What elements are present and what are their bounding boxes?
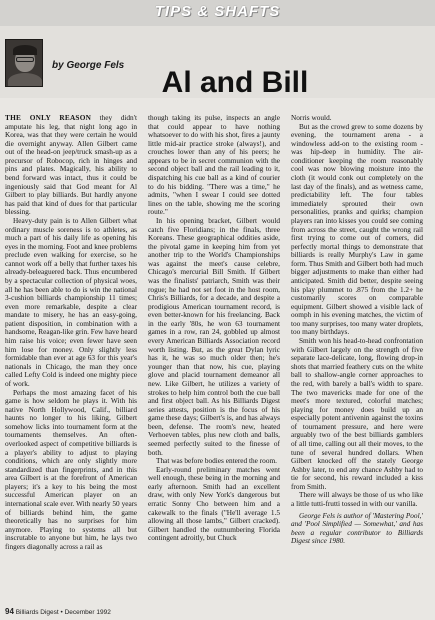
paragraph: Heavy-duty pain is to Allen Gilbert what ordinary muscle soreness is to athletes, as much a part of his daily life as opening his eyes in the morning. Foot and knee problems preclude even walking for exercise, so he cannot work off a belly that further taxes his already-beleaguered back. Thus encumbered by a spectacular collection of physical woes, all he has been able to do is win the national 3-cushion billiards championship 11 times; even more remarkable, despite a clear mandate to misery, he has an easy-going, patient disposition, in combination with a handsome, Reagan-like grin. Few have heard him raise his voice; even fewer have seen him lose for money. Only slightly less formidable than ever at age 63 for this year's nationals in Chicago, the man they once called Lefty Cold is indeed one mighty piece of work.: [5, 215, 137, 388]
article-headline: Al and Bill: [161, 66, 309, 99]
magazine-issue: Billiards Digest • December 1992: [15, 609, 111, 616]
paragraph: Smith won his head-to-head confrontation with Gilbert largely on the strength of five separate lace-delicate, long, flowing drop-in shots that married feathery cuts on the white ball to shallow-angle corner approaches to the red, with barely a ball's width to spare. The two mavericks made for one of the meet's more textured, colorful matches; playing for money does build up an especially potent antivenin against the toxins of tournament pressure, and here were arguably two of the best billiards gamblers of all time, calling out all their moves, to the tune of several hundred dollars. When Gilbert knocked off the stately George Ashby later, to end any chance Ashby had to tie for second, his reward included a kiss from Smith.: [291, 336, 423, 491]
lead-caps: THE ONLY REASON: [5, 114, 92, 122]
paragraph: Perhaps the most amazing facet of his game is how seldom he plays it. With his native North Hollywood, Calif., billiard haunts no longer to his liking, Gilbert somehow licks into tournament form at the tournaments themselves. An often-overlooked aspect of competitive billiards is a player's ability to adjust to playing conditions, which are only slightly more standardized than fingerprints, and in this area Gilbert is at the forefront of American players; it's a key to his being the most successful American player on an international scale ever. With nearly 50 years of billiards behind him, the game theoretically has no surprises for him anymore. Playing to systems all but inscrutable to anyone but him, he lays two fingers diagonally across a rail as: [5, 387, 137, 551]
paragraph: [5, 114, 137, 217]
paragraph-text: they didn't amputate his leg, that night long ago in Korea, was that they were certain he would die overnight anyway. Allen Gilbert came out of the head-on jeep/truck smash-up as a precursor of Robocop, rich in hinges and pins and plates. Magically, his ability to bend forward was intact, thus it could be ingeniously said that God meant for Al Gilbert to play billiards. But hardly anyone has paid that kind of dues for that particular blessing.: [5, 114, 137, 217]
page-footer: [5, 607, 111, 616]
section-banner: [0, 0, 435, 26]
page-number: 94: [5, 607, 14, 616]
paragraph: Early-round preliminary matches went well enough, these being in the morning and early afternoon. Smith had an excellent draw, with only New York's dangerous but erratic Sonny Cho between him and a cakewalk to the finals ("He'll average 1.5 allowing all those lambs," Gilbert cracked). Gilbert handled the outnumbering Florida contingent adroitly, but Chuck: [148, 464, 280, 543]
paragraph: That was before bodies entered the room.: [156, 456, 277, 466]
paragraph: In his opening bracket, Gilbert would catch five Floridians; in the finals, three Koreans. These geographical oddities aside, the pivotal game in keeping him from yet another trip to the World's Championships was against the meet's cause celebre, Chicago's mercurial Bill Smith. If Gilbert was the finalists' patriarch, Smith was their rogue; he had not set foot in the host room, Chris's Billiards, for a decade, and despite a prodigious American tournament record, is even better-known for his freelancing. Back in the early '80s, he won 63 tournament games in a row, ran 24, gobbled up almost every American Billiards Association record worth listing. But, as the great Dylan lyric has it, he was so much older then; he's younger than that now, his cue, playing glove and placid tournament demeanor all new. Like Gilbert, he utilizes a variety of strokes to help him control both the cue ball and first object ball. As his Billiards Digest series attests, position is the focus of his game these days; Gilbert's is, and has always been, defense. The room's new, heated Verhoeven tables, plus new cloth and balls, seemed perfectly suited to the finesse of both.: [148, 215, 280, 457]
author-photo: [5, 39, 43, 87]
paragraph: though taking its pulse, inspects an angle that could appear to have nothing whatsoever to do with his shot, fires a jaunty little mid-air practice stroke (always!), and crouches lower than any of his peers; he appears to be in secret communion with the second object ball and the rail leading to it, dispatching his cue ball as a kind of courier to do his bidding. "There was a time," he admits, "when I swear I could see dotted lines on the table, showing me the scoring route.": [148, 114, 280, 217]
paragraph: There will always be those of us who like a little tutti-frutti tossed in with our vanilla.: [291, 490, 423, 509]
article-column-3: [291, 114, 423, 602]
section-title: TIPS & SHAFTS: [154, 3, 281, 20]
article-column-2: [148, 114, 280, 602]
article-column-1: [5, 114, 137, 602]
byline: by George Fels: [52, 60, 125, 71]
paragraph: But as the crowd grew to some dozens by evening, the tournament arena - a windowless add-on to the existing room - was hip-deep in humidity. The air-conditioner keeping the room reasonably cool was now blowing moisture into the cloth (it would conk out completely on the last day of the finals), and as wetness came, predictability left. The four tables immediately sprouted their own personalities, pranks and quirks; champion players ran into kisses you could see coming from across the street, caught the wrong rail first trying to come out of corners, did perfectly mortal things to demonstrate that billiards is really Murphy's Law in game form. Thus Smith and Gilbert both had much bigger adjustments to make than either had anticipated. Smith did better, despite seeing his play plummet to .875 from the 1.2+ he customarily scores on comparable equipment. Gilbert showed a visible lack of oomph in his evening matches, the victim of too many surprises, too many water droplets, too many birthdays.: [291, 121, 423, 337]
author-bio: George Fels is author of 'Mastering Pool,' and 'Pool Simplified — Somewhat,' and has been a regular contributor to Billiards Digest since 1980.: [291, 510, 423, 546]
paragraph: Norris would.: [291, 114, 332, 122]
